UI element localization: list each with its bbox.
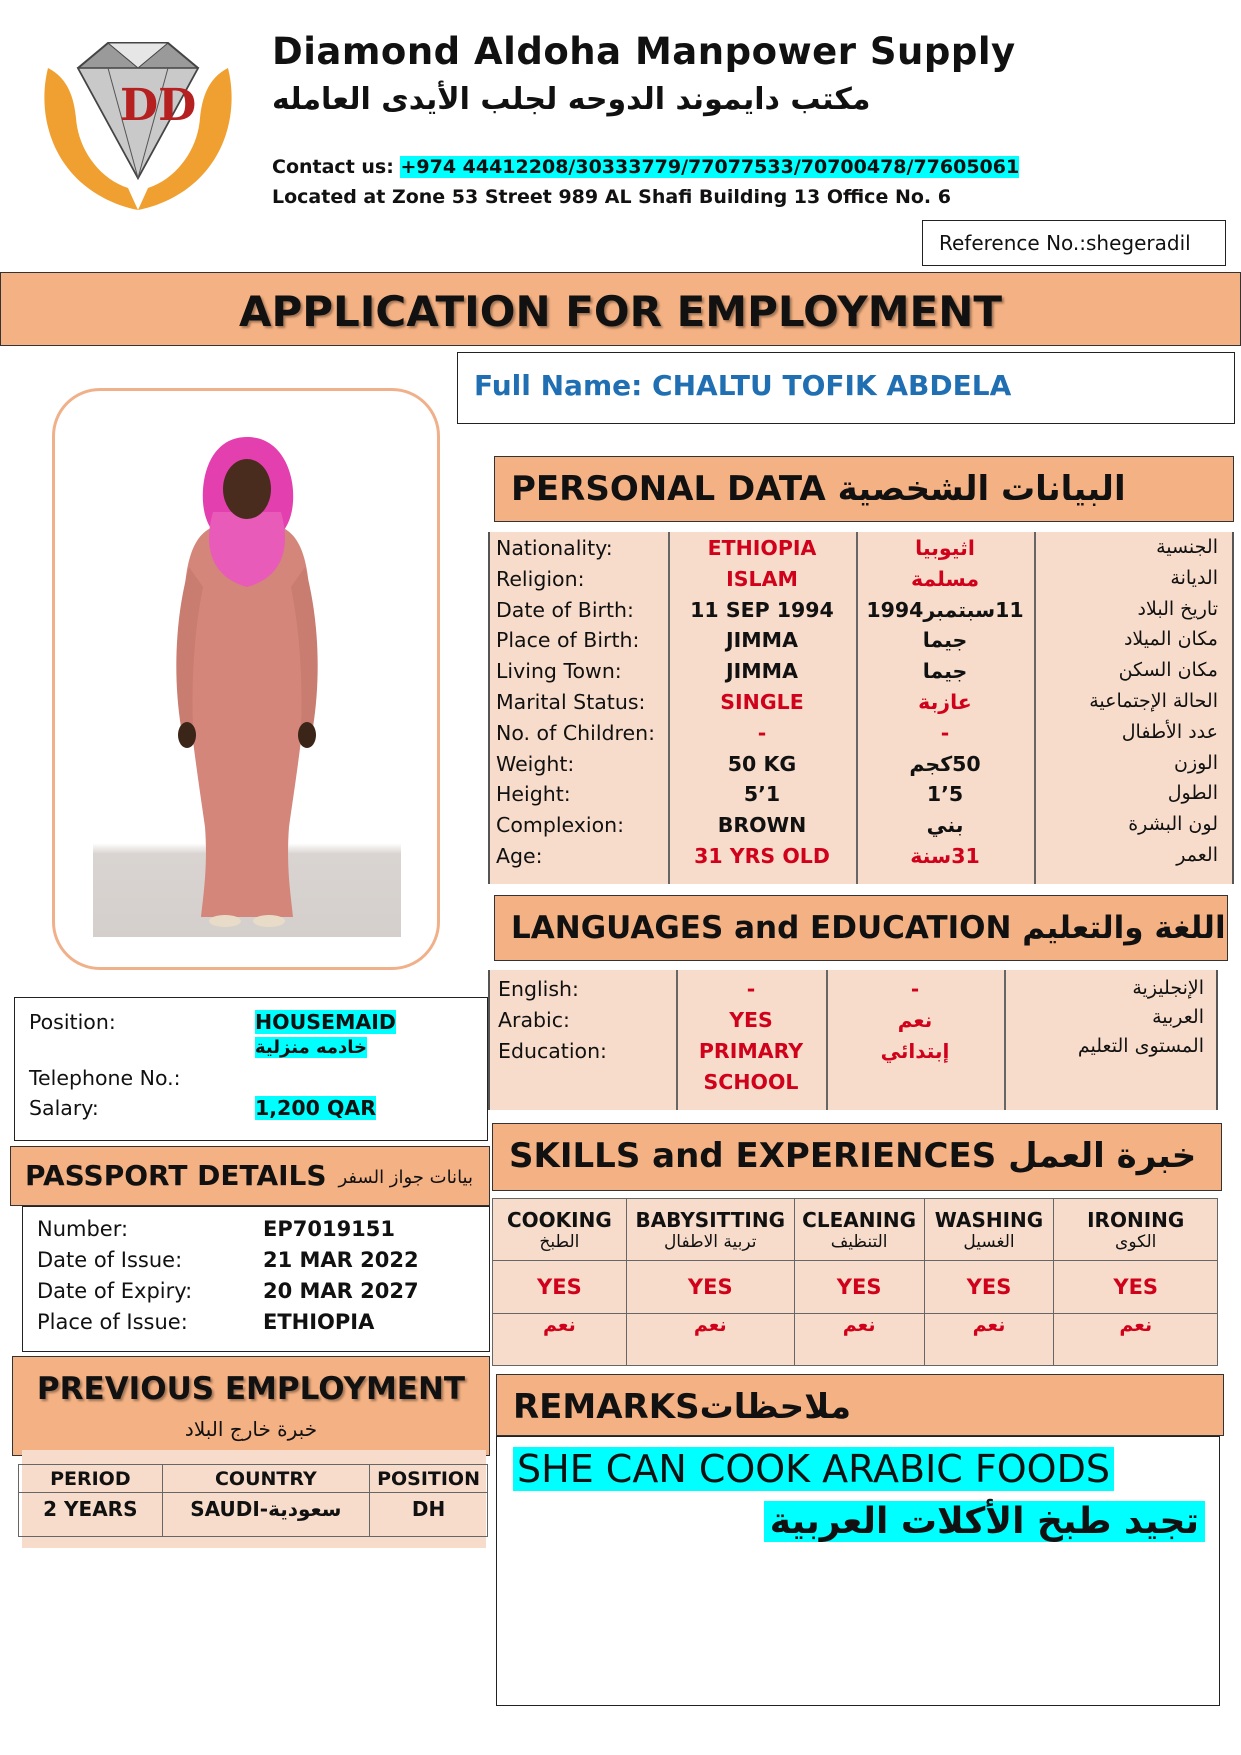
skill-name: WASHING [934, 1207, 1044, 1232]
skill-value: YES [1054, 1261, 1218, 1313]
personal-label: Religion: [496, 566, 585, 591]
contact-line [272, 156, 1019, 178]
personal-value-arabic: 11سبتمبر1994 [866, 597, 1024, 622]
passport-value: EP7019151 [263, 1217, 396, 1241]
personal-value: ISLAM [726, 566, 798, 591]
remarks-box [496, 1436, 1220, 1706]
personal-value: 11 SEP 1994 [690, 597, 834, 622]
skill-name: IRONING [1087, 1207, 1185, 1232]
personal-row [490, 752, 1232, 783]
personal-row [490, 567, 1232, 598]
passport-title-arabic: بيانات جواز السفر [338, 1167, 473, 1188]
company-name-arabic: مكتب دايموند الدوحه لجلب الأيدى العامله [272, 82, 871, 117]
personal-data-title: PERSONAL DATA البيانات الشخصية [511, 469, 1126, 509]
skill-name-cell [924, 1199, 1054, 1261]
arabic-label: Arabic: [498, 1008, 570, 1032]
title-bar [0, 272, 1241, 346]
education-value-arabic: إبتدائي [880, 1039, 950, 1063]
passport-value: ETHIOPIA [263, 1310, 375, 1334]
personal-data-table [488, 532, 1234, 884]
personal-row [490, 782, 1232, 813]
contact-label: Contact us: [272, 156, 394, 178]
previous-employment-header [12, 1356, 490, 1456]
languages-table [488, 970, 1218, 1110]
skill-value-arabic: نعم [924, 1313, 1054, 1365]
skill-name-arabic: الغسيل [963, 1231, 1015, 1252]
passport-value: 20 MAR 2027 [263, 1279, 419, 1303]
passport-value: 21 MAR 2022 [263, 1248, 419, 1272]
personal-value-arabic: جيما [922, 659, 968, 684]
position-header: POSITION [370, 1465, 488, 1493]
personal-value-arabic: اثيوبيا [915, 536, 975, 560]
arabic-value-arabic: نعم [897, 1008, 933, 1032]
personal-value-arabic: 5’1 [926, 782, 964, 807]
reference-number: Reference No.:shegeradil [922, 220, 1226, 266]
period-header: PERIOD [19, 1465, 163, 1493]
logo-letters: DD [120, 80, 197, 131]
passport-label: Place of Issue: [37, 1310, 188, 1334]
personal-value-arabic: مسلمة [910, 566, 980, 591]
position-box [14, 997, 488, 1141]
skill-value-arabic: نعم [493, 1313, 627, 1365]
personal-value: 5’1 [743, 782, 781, 807]
personal-row [490, 659, 1232, 690]
education-label-arabic: المستوى التعليم [1077, 1035, 1204, 1057]
personal-label: Complexion: [496, 813, 625, 838]
telephone-label: Telephone No.: [29, 1066, 181, 1090]
personal-value-arabic: - [940, 720, 950, 745]
contact-numbers: +974 44412208/30333779/77077533/70700478/77605061 [400, 156, 1020, 178]
personal-value-arabic: 50كجم [909, 751, 981, 776]
period-value: 2 YEARS [19, 1493, 163, 1537]
personal-label-arabic: العمر [1176, 844, 1218, 866]
skill-value: YES [626, 1261, 794, 1313]
personal-label: Date of Birth: [496, 597, 634, 622]
languages-header [494, 895, 1228, 961]
personal-value: - [757, 720, 767, 745]
personal-label-arabic: الحالة الإجتماعية [1089, 690, 1218, 712]
remarks-text-arabic: تجيد طبخ الأكلات العربية [764, 1501, 1205, 1542]
personal-value-arabic: 31سنة [910, 844, 980, 868]
personal-value: ETHIOPIA [707, 536, 817, 560]
company-logo [28, 28, 248, 213]
personal-label-arabic: الطول [1167, 782, 1218, 805]
personal-row [490, 721, 1232, 752]
skill-value-arabic: نعم [1054, 1313, 1218, 1365]
full-name-box [457, 352, 1235, 424]
passport-label: Date of Issue: [37, 1248, 183, 1272]
english-label-arabic: الإنجليزية [1132, 977, 1204, 999]
personal-label-arabic: لون البشرة [1128, 813, 1218, 836]
position-value-arabic: خادمه منزلية [255, 1037, 368, 1058]
personal-label-arabic: تاريخ البلاد [1137, 597, 1218, 620]
personal-row [490, 598, 1232, 629]
salary-label: Salary: [29, 1096, 99, 1120]
remarks-title: REMARKSملاحظات [513, 1387, 852, 1427]
skill-name-cell [794, 1199, 924, 1261]
personal-label: Nationality: [496, 536, 613, 560]
personal-value-arabic: جيما [922, 628, 968, 653]
english-value-arabic: - [910, 977, 920, 1001]
personal-value: 50 KG [727, 751, 797, 776]
company-name: Diamond Aldoha Manpower Supply [272, 30, 1016, 73]
personal-value: BROWN [717, 813, 807, 838]
office-address: Located at Zone 53 Street 989 AL Shafi Building 13 Office No. 6 [272, 186, 951, 208]
page-title: APPLICATION FOR EMPLOYMENT [238, 287, 1003, 336]
country-header: COUNTRY [162, 1465, 369, 1493]
personal-label: Age: [496, 844, 543, 868]
personal-label-arabic: الوزن [1173, 751, 1218, 774]
passport-label: Date of Expiry: [37, 1279, 193, 1303]
passport-header [10, 1146, 490, 1206]
skill-name-arabic: التنظيف [830, 1231, 888, 1252]
arabic-label-arabic: العربية [1152, 1006, 1204, 1028]
position-label: Position: [29, 1010, 116, 1034]
skill-name-cell [626, 1199, 794, 1261]
languages-title: LANGUAGES and EDUCATION اللغة والتعليم [511, 910, 1226, 946]
personal-value: SINGLE [720, 690, 804, 714]
english-value: - [746, 977, 756, 1001]
country-value: SAUDI-سعودية [162, 1493, 369, 1537]
skill-value: YES [924, 1261, 1054, 1313]
personal-label: Weight: [496, 751, 575, 776]
personal-row [490, 844, 1232, 875]
passport-title: PASSPORT DETAILS [25, 1159, 327, 1192]
position-value: HOUSEMAID [255, 1010, 396, 1034]
skills-table [492, 1198, 1218, 1366]
skill-name: BABYSITTING [635, 1207, 785, 1232]
photo-frame [52, 388, 440, 970]
remarks-text-english: SHE CAN COOK ARABIC FOODS [513, 1447, 1114, 1491]
previous-employment-title: PREVIOUS EMPLOYMENT [36, 1371, 466, 1407]
personal-label: No. of Children: [496, 720, 656, 745]
full-name: Full Name: CHALTU TOFIK ABDELA [474, 369, 1012, 402]
personal-row [490, 690, 1232, 721]
personal-label-arabic: الجنسية [1156, 536, 1218, 558]
skill-value: YES [794, 1261, 924, 1313]
education-value-line2: SCHOOL [703, 1070, 799, 1094]
skill-name-arabic: الطبخ [539, 1231, 580, 1252]
skill-name-arabic: تربية الاطفال [663, 1231, 757, 1252]
passport-details [22, 1206, 490, 1352]
previous-employment-table [18, 1464, 488, 1537]
personal-label-arabic: الديانة [1170, 566, 1218, 589]
personal-value: 31 YRS OLD [694, 844, 830, 868]
personal-value-arabic: بني [926, 813, 964, 838]
personal-row [490, 536, 1232, 567]
passport-label: Number: [37, 1217, 129, 1241]
personal-label: Height: [496, 782, 571, 807]
personal-row [490, 628, 1232, 659]
arabic-value: YES [729, 1008, 773, 1032]
skill-value-arabic: نعم [626, 1313, 794, 1365]
personal-value: JIMMA [726, 628, 798, 653]
skill-name-cell [493, 1199, 627, 1261]
personal-data-header [494, 456, 1234, 522]
skill-value: YES [493, 1261, 627, 1313]
salary-value: 1,200 QAR [255, 1096, 377, 1120]
skill-name: COOKING [507, 1207, 612, 1232]
personal-label: Place of Birth: [496, 628, 640, 653]
personal-label-arabic: مكان السكن [1118, 659, 1218, 682]
position-value-cell: DH [370, 1493, 488, 1537]
applicant-photo [93, 417, 401, 937]
education-label: Education: [498, 1039, 607, 1063]
personal-row [490, 813, 1232, 844]
english-label: English: [498, 977, 579, 1001]
skill-name: CLEANING [802, 1207, 917, 1232]
personal-label-arabic: عدد الأطفال [1121, 720, 1218, 743]
skills-header [492, 1123, 1222, 1191]
personal-label-arabic: مكان الميلاد [1123, 628, 1218, 651]
personal-value-arabic: عازبة [918, 690, 972, 714]
skill-name-arabic: الكوى [1115, 1231, 1157, 1252]
skill-value-arabic: نعم [794, 1313, 924, 1365]
personal-label: Living Town: [496, 659, 622, 684]
remarks-header [496, 1374, 1224, 1436]
personal-label: Marital Status: [496, 690, 646, 714]
skill-name-cell [1054, 1199, 1218, 1261]
education-value-line1: PRIMARY [698, 1039, 804, 1063]
personal-value: JIMMA [726, 659, 798, 684]
skills-title: SKILLS and EXPERIENCES خبرة العمل [509, 1136, 1197, 1176]
previous-employment-title-arabic: خبرة خارج البلاد [184, 1417, 318, 1441]
